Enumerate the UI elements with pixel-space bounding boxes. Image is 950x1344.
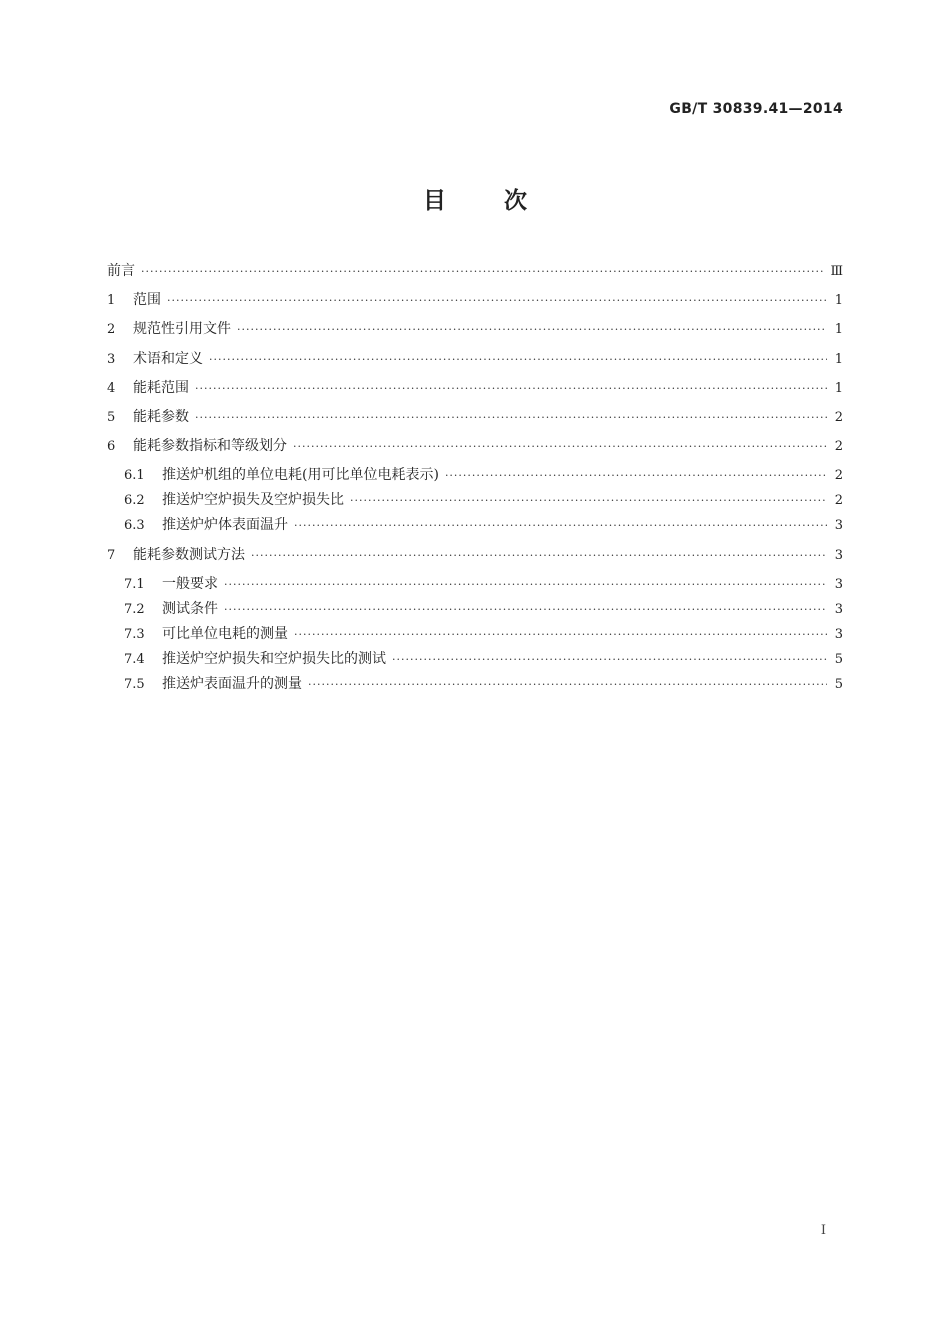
toc-entry-7-5[interactable]: [107, 674, 843, 694]
toc-entry-page: 3: [834, 518, 843, 533]
toc-entry-page: 1: [834, 352, 843, 367]
toc-entry-number: 1: [107, 293, 116, 308]
toc-entry-number: 5: [107, 410, 116, 425]
toc-entry-page: 3: [834, 548, 843, 563]
toc-entry-2[interactable]: [107, 319, 843, 339]
toc-entry-page: 3: [834, 602, 843, 617]
toc-entry-page: 1: [834, 293, 843, 308]
toc-entry-page: 3: [834, 577, 843, 592]
toc-entry-label: 推送炉机组的单位电耗(用可比单位电耗表示): [162, 467, 439, 483]
toc-entry-7[interactable]: [107, 545, 843, 565]
toc-entry-number: 7.2: [124, 602, 145, 617]
standard-number: GB/T 30839.41—2014: [669, 101, 843, 117]
toc-entry-label: 能耗参数: [133, 409, 189, 425]
toc-entry-number: 7.5: [124, 677, 145, 692]
toc-entry-7-3[interactable]: [107, 624, 843, 644]
toc-entry-number: 3: [107, 352, 116, 367]
toc-entry-label: 能耗参数指标和等级划分: [133, 438, 287, 454]
toc-entry-label: 规范性引用文件: [133, 321, 231, 337]
toc-leader-dots: [294, 516, 827, 536]
page-number: I: [820, 1223, 826, 1238]
toc-entry-page: 3: [834, 627, 843, 642]
toc-entry-label: 可比单位电耗的测量: [162, 626, 288, 642]
toc-entry-number: 2: [107, 322, 116, 337]
toc-entry-label: 推送炉空炉损失和空炉损失比的测试: [162, 651, 386, 667]
toc-leader-dots: [445, 466, 827, 486]
toc-entry-page: 2: [834, 439, 843, 454]
toc-entry-number: 6.2: [124, 493, 145, 508]
toc-leader-dots: [195, 379, 827, 399]
toc-entry-6-1[interactable]: [107, 465, 843, 485]
toc-entry-number: 7.4: [124, 652, 145, 667]
toc-entry-page: 2: [834, 410, 843, 425]
toc-leader-dots: [308, 675, 827, 695]
toc-entry-number: 6.3: [124, 518, 145, 533]
toc-entry-page: 2: [834, 468, 843, 483]
toc-entry-7-2[interactable]: [107, 599, 843, 619]
page-title: [0, 182, 950, 215]
title-char-2: 次: [504, 188, 527, 214]
toc-entry-number: 6: [107, 439, 116, 454]
toc-entry-label: 能耗参数测试方法: [133, 547, 245, 563]
toc-entry-page: Ⅲ: [830, 264, 843, 279]
toc-entry-label: 能耗范围: [133, 380, 189, 396]
toc-leader-dots: [141, 262, 824, 282]
toc-entry-4[interactable]: [107, 378, 843, 398]
toc-entry-6-2[interactable]: [107, 490, 843, 510]
toc-entry-page: 1: [834, 322, 843, 337]
toc-leader-dots: [195, 408, 827, 428]
toc-leader-dots: [251, 546, 827, 566]
toc-entry-number: 7: [107, 548, 116, 563]
toc-leader-dots: [350, 491, 827, 511]
toc-entry-label: 推送炉表面温升的测量: [162, 676, 302, 692]
toc-entry-3[interactable]: [107, 349, 843, 369]
toc-entry-label: 范围: [133, 292, 161, 308]
toc-leader-dots: [224, 575, 827, 595]
title-char-1: 目: [422, 188, 446, 214]
toc-entry-label: 测试条件: [162, 601, 218, 617]
toc-entry-label: 前言: [107, 263, 135, 279]
toc-entry-6-3[interactable]: [107, 515, 843, 535]
toc-entry-6[interactable]: [107, 436, 843, 456]
toc-entry-number: 4: [107, 381, 116, 396]
toc-entry-label: 术语和定义: [133, 351, 203, 367]
toc-entry-7-1[interactable]: [107, 574, 843, 594]
toc-leader-dots: [294, 625, 827, 645]
toc-leader-dots: [392, 650, 827, 670]
toc-entry-7-4[interactable]: [107, 649, 843, 669]
toc-leader-dots: [293, 437, 827, 457]
toc-entry-5[interactable]: [107, 407, 843, 427]
toc-entry-number: 6.1: [124, 468, 145, 483]
toc-entry-label: 推送炉空炉损失及空炉损失比: [162, 492, 344, 508]
toc-entry-page: 5: [834, 652, 843, 667]
toc-entry-label: 一般要求: [162, 576, 218, 592]
toc-entry-number: 7.3: [124, 627, 145, 642]
toc-leader-dots: [224, 600, 827, 620]
toc-entry-label: 推送炉炉体表面温升: [162, 517, 288, 533]
toc-leader-dots: [167, 291, 827, 311]
toc-entry-page: 5: [834, 677, 843, 692]
toc-entry-page: 1: [834, 381, 843, 396]
toc-entry-page: 2: [834, 493, 843, 508]
toc-entry-1[interactable]: [107, 290, 843, 310]
toc-leader-dots: [237, 320, 827, 340]
toc-entry-foreword[interactable]: [107, 261, 843, 281]
toc-entry-number: 7.1: [124, 577, 145, 592]
toc-leader-dots: [209, 350, 827, 370]
